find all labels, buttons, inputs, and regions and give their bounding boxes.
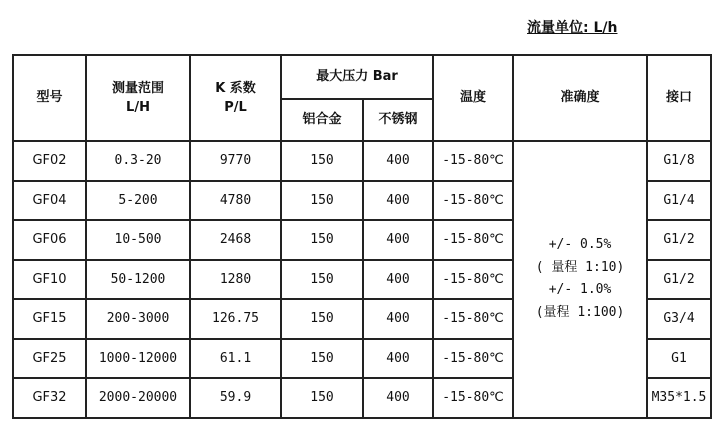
cell-port: G3/4: [647, 299, 711, 339]
header-range-unit: L/H: [126, 100, 150, 115]
cell-aluminum-pressure: 150: [281, 220, 363, 260]
cell-port: G1: [647, 339, 711, 379]
cell-port: G1/2: [647, 260, 711, 300]
cell-port: M35*1.5: [647, 378, 711, 418]
cell-aluminum-pressure: 150: [281, 339, 363, 379]
cell-stainless-pressure: 400: [363, 141, 433, 181]
header-temperature: 温度: [433, 55, 513, 141]
header-accuracy: 准确度: [513, 55, 647, 141]
cell-port: G1/4: [647, 181, 711, 221]
cell-stainless-pressure: 400: [363, 260, 433, 300]
cell-k-factor: 4780: [190, 181, 281, 221]
cell-stainless-pressure: 400: [363, 220, 433, 260]
cell-k-factor: 9770: [190, 141, 281, 181]
cell-range: 5-200: [86, 181, 190, 221]
cell-aluminum-pressure: 150: [281, 141, 363, 181]
cell-aluminum-pressure: 150: [281, 378, 363, 418]
cell-k-factor: 2468: [190, 220, 281, 260]
header-range: [86, 55, 190, 141]
cell-k-factor: 1280: [190, 260, 281, 300]
header-k-unit: P/L: [224, 100, 247, 115]
header-max-pressure: 最大压力 Bar: [281, 55, 433, 99]
cell-aluminum-pressure: 150: [281, 181, 363, 221]
cell-temperature: -15-80℃: [433, 220, 513, 260]
cell-model: GF10: [13, 260, 86, 300]
cell-aluminum-pressure: 150: [281, 299, 363, 339]
accuracy-line-2: ( 量程 1:10): [535, 259, 625, 275]
flowmeter-spec-table: [12, 54, 712, 419]
accuracy-line-3: +/- 1.0%: [548, 282, 612, 298]
cell-temperature: -15-80℃: [433, 299, 513, 339]
cell-aluminum-pressure: 150: [281, 260, 363, 300]
cell-port: G1/8: [647, 141, 711, 181]
cell-range: 2000-20000: [86, 378, 190, 418]
cell-model: GF04: [13, 181, 86, 221]
cell-temperature: -15-80℃: [433, 181, 513, 221]
header-range-label: 测量范围: [111, 80, 164, 96]
cell-model: GF32: [13, 378, 86, 418]
header-aluminum: 铝合金: [281, 99, 363, 141]
cell-temperature: -15-80℃: [433, 141, 513, 181]
header-stainless: 不锈钢: [363, 99, 433, 141]
cell-stainless-pressure: 400: [363, 299, 433, 339]
cell-range: 50-1200: [86, 260, 190, 300]
cell-k-factor: 59.9: [190, 378, 281, 418]
header-k-factor: [190, 55, 281, 141]
cell-range: 200-3000: [86, 299, 190, 339]
cell-model: GF02: [13, 141, 86, 181]
header-port: 接口: [647, 55, 711, 141]
cell-range: 0.3-20: [86, 141, 190, 181]
cell-temperature: -15-80℃: [433, 260, 513, 300]
cell-stainless-pressure: 400: [363, 378, 433, 418]
cell-stainless-pressure: 400: [363, 339, 433, 379]
cell-model: GF06: [13, 220, 86, 260]
header-k-label: K 系数: [215, 80, 256, 96]
cell-model: GF25: [13, 339, 86, 379]
cell-temperature: -15-80℃: [433, 378, 513, 418]
cell-accuracy: [513, 141, 647, 418]
header-model: 型号: [13, 55, 86, 141]
table-row: [13, 141, 711, 181]
cell-temperature: -15-80℃: [433, 339, 513, 379]
cell-k-factor: 61.1: [190, 339, 281, 379]
cell-stainless-pressure: 400: [363, 181, 433, 221]
cell-k-factor: 126.75: [190, 299, 281, 339]
accuracy-line-4: (量程 1:100): [535, 305, 625, 320]
header-row: [13, 55, 711, 99]
flow-unit-note: 流量单位: L/h: [527, 20, 618, 36]
cell-range: 1000-12000: [86, 339, 190, 379]
cell-model: GF15: [13, 299, 86, 339]
accuracy-line-1: +/- 0.5%: [548, 236, 612, 252]
cell-range: 10-500: [86, 220, 190, 260]
cell-port: G1/2: [647, 220, 711, 260]
